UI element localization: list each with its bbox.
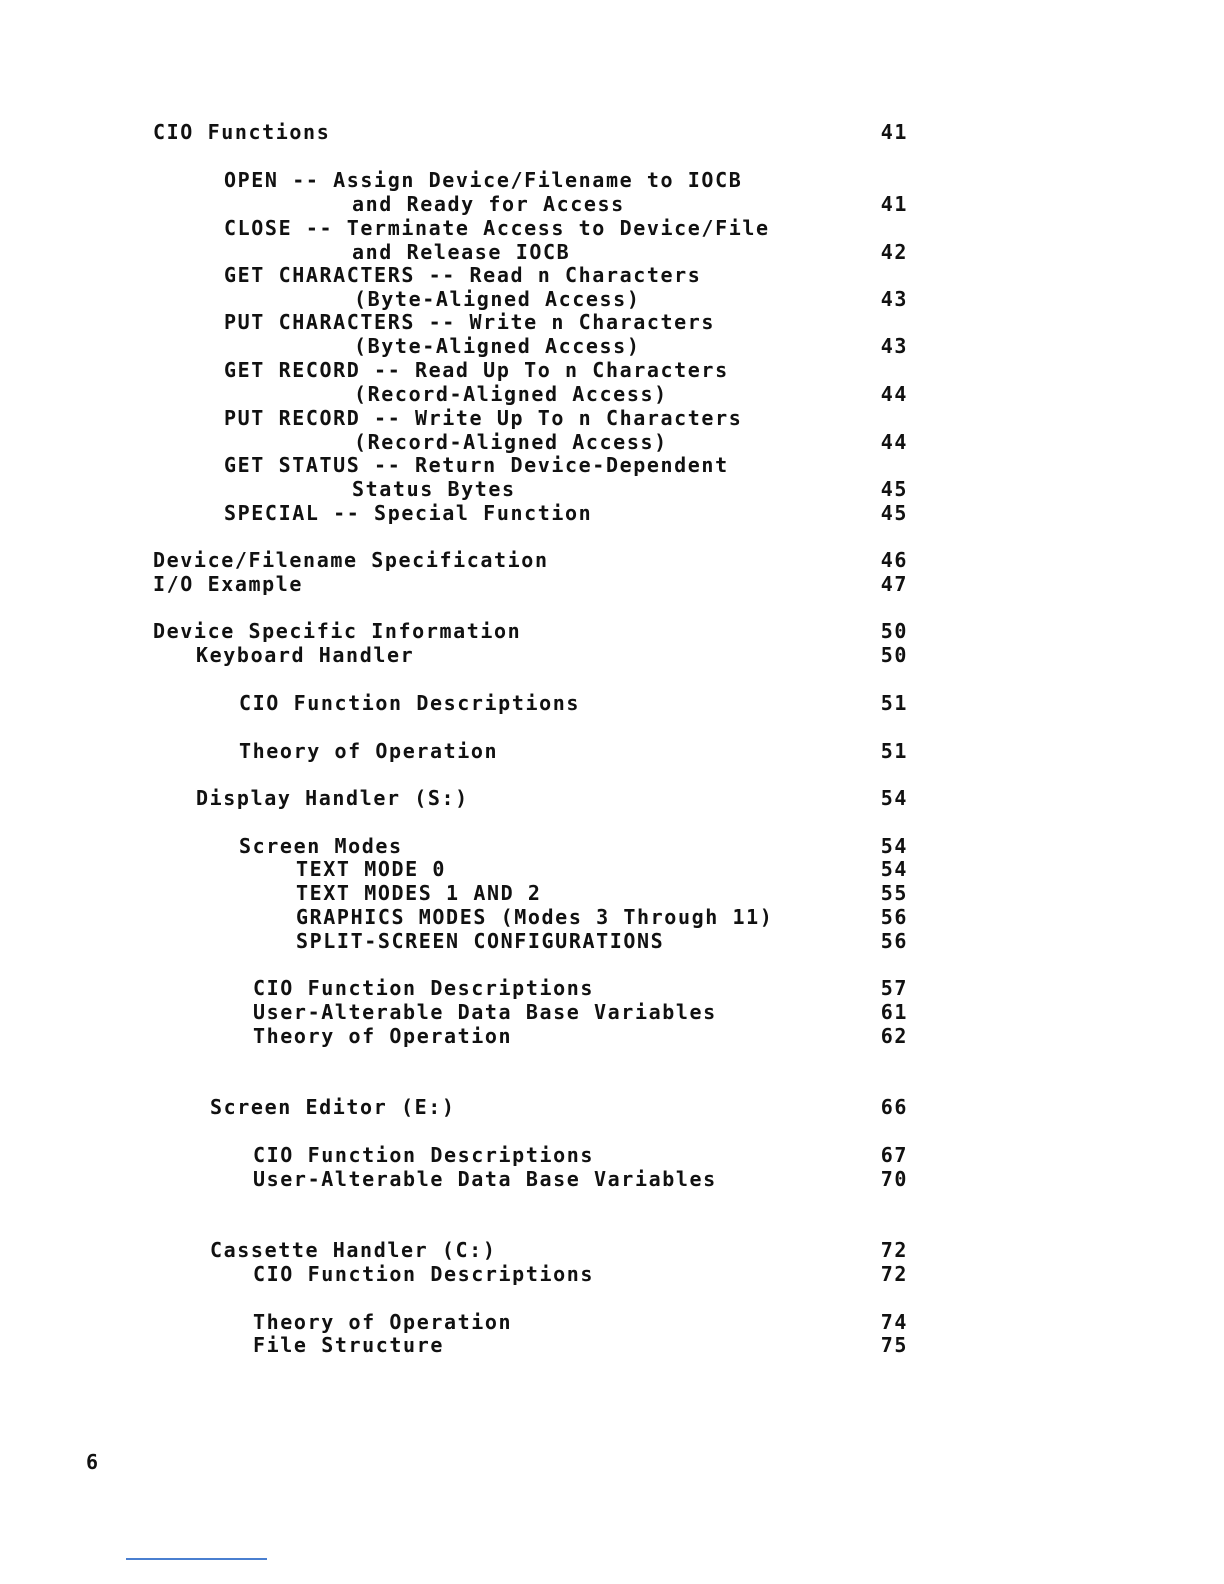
toc-entry-title: TEXT MODES 1 AND 2 (296, 881, 542, 905)
toc-entry (0, 619, 1224, 643)
toc-entry-title: Keyboard Handler (196, 643, 415, 667)
toc-entry-title: Screen Modes (239, 834, 403, 858)
toc-entry (0, 1167, 1224, 1191)
toc-entry-page: 56 (880, 905, 908, 929)
toc-entry (0, 310, 1224, 334)
toc-entry-title: SPLIT-SCREEN CONFIGURATIONS (296, 929, 665, 953)
toc-entry-page: 51 (880, 739, 908, 763)
toc-entry (0, 192, 1224, 216)
toc-entry-title: I/O Example (153, 572, 304, 596)
toc-entry (0, 501, 1224, 525)
toc-entry (0, 643, 1224, 667)
toc-entry-page: 66 (880, 1095, 908, 1119)
toc-entry (0, 881, 1224, 905)
toc-entry-title: (Record-Aligned Access) (354, 430, 668, 454)
footer-rule (126, 1558, 267, 1560)
toc-entry-title: SPECIAL -- Special Function (224, 501, 593, 525)
toc-entry-title: GET STATUS -- Return Device-Dependent (224, 453, 729, 477)
toc-entry-page: 54 (880, 786, 908, 810)
toc-entry-page: 44 (880, 382, 908, 406)
toc-entry-page: 54 (880, 834, 908, 858)
toc-entry (0, 1143, 1224, 1167)
toc-entry-page: 57 (880, 976, 908, 1000)
toc-entry-title: Theory of Operation (253, 1024, 513, 1048)
toc-entry-title: PUT RECORD -- Write Up To n Characters (224, 406, 743, 430)
toc-entry-page: 70 (880, 1167, 908, 1191)
toc-entry (0, 572, 1224, 596)
toc-entry-title: Theory of Operation (239, 739, 499, 763)
toc-entry (0, 168, 1224, 192)
toc-entry (0, 976, 1224, 1000)
toc-entry (0, 739, 1224, 763)
toc-entry-page: 44 (880, 430, 908, 454)
toc-entry-title: Device/Filename Specification (153, 548, 549, 572)
toc-entry (0, 477, 1224, 501)
toc-entry-page: 46 (880, 548, 908, 572)
toc-entry-title: Theory of Operation (253, 1310, 513, 1334)
toc-entry-title: Status Bytes (352, 477, 516, 501)
toc-entry-title: (Byte-Aligned Access) (354, 287, 641, 311)
page-number: 6 (86, 1450, 99, 1474)
toc-entry (0, 929, 1224, 953)
toc-entry-title: Device Specific Information (153, 619, 522, 643)
toc-entry-page: 72 (880, 1238, 908, 1262)
toc-entry (0, 834, 1224, 858)
toc-entry-page: 61 (880, 1000, 908, 1024)
toc-entry (0, 905, 1224, 929)
toc-entry-page: 42 (880, 240, 908, 264)
toc-entry (0, 691, 1224, 715)
toc-entry-page: 50 (880, 643, 908, 667)
toc-entry-title: File Structure (253, 1333, 444, 1357)
toc-entry-title: GET RECORD -- Read Up To n Characters (224, 358, 729, 382)
toc-entry (0, 430, 1224, 454)
toc-entry-title: TEXT MODE 0 (296, 857, 447, 881)
toc-entry-title: (Byte-Aligned Access) (354, 334, 641, 358)
toc-entry-title: Screen Editor (E:) (210, 1095, 456, 1119)
toc-entry (0, 358, 1224, 382)
toc-entry (0, 1095, 1224, 1119)
toc-entry (0, 406, 1224, 430)
toc-entry-title: PUT CHARACTERS -- Write n Characters (224, 310, 716, 334)
toc-entry-page: 56 (880, 929, 908, 953)
toc-entry (0, 1238, 1224, 1262)
toc-entry-page: 75 (880, 1333, 908, 1357)
toc-entry (0, 857, 1224, 881)
toc-entry-page: 62 (880, 1024, 908, 1048)
toc-entry (0, 1000, 1224, 1024)
toc-entry (0, 1310, 1224, 1334)
toc-entry (0, 216, 1224, 240)
toc-entry-page: 55 (880, 881, 908, 905)
toc-entry-page: 43 (880, 287, 908, 311)
toc-entry-title: CLOSE -- Terminate Access to Device/File (224, 216, 770, 240)
toc-entry-page: 45 (880, 477, 908, 501)
toc-entry-page: 54 (880, 857, 908, 881)
toc-entry-title: OPEN -- Assign Device/Filename to IOCB (224, 168, 743, 192)
toc-entry (0, 1262, 1224, 1286)
toc-entry-title: GET CHARACTERS -- Read n Characters (224, 263, 702, 287)
toc-entry-page: 45 (880, 501, 908, 525)
toc-entry (0, 548, 1224, 572)
toc-entry-page: 74 (880, 1310, 908, 1334)
toc-entry-page: 41 (880, 192, 908, 216)
toc-entry-page: 41 (880, 120, 908, 144)
toc-entry (0, 120, 1224, 144)
toc-entry-title: CIO Function Descriptions (253, 1143, 595, 1167)
toc-entry-title: Cassette Handler (C:) (210, 1238, 497, 1262)
toc-entry-page: 47 (880, 572, 908, 596)
toc-entry-title: Display Handler (S:) (196, 786, 469, 810)
toc-entry (0, 334, 1224, 358)
toc-entry (0, 240, 1224, 264)
toc-entry-page: 51 (880, 691, 908, 715)
toc-entry-title: and Ready for Access (352, 192, 625, 216)
toc-entry-title: CIO Functions (153, 120, 331, 144)
toc-entry-title: CIO Function Descriptions (253, 1262, 595, 1286)
toc-entry-page: 67 (880, 1143, 908, 1167)
toc-entry (0, 382, 1224, 406)
toc-entry-page: 72 (880, 1262, 908, 1286)
toc-entry-title: (Record-Aligned Access) (354, 382, 668, 406)
toc-entry (0, 1333, 1224, 1357)
toc-entry-title: User-Alterable Data Base Variables (253, 1167, 717, 1191)
toc-entry-title: CIO Function Descriptions (253, 976, 595, 1000)
toc-entry-title: CIO Function Descriptions (239, 691, 581, 715)
toc-entry (0, 263, 1224, 287)
toc-entry (0, 786, 1224, 810)
toc-entry (0, 287, 1224, 311)
toc-entry-page: 43 (880, 334, 908, 358)
toc-entry (0, 1024, 1224, 1048)
toc-entry-title: GRAPHICS MODES (Modes 3 Through 11) (296, 905, 774, 929)
toc-entry-title: User-Alterable Data Base Variables (253, 1000, 717, 1024)
toc-entry-title: and Release IOCB (352, 240, 571, 264)
toc-entry (0, 453, 1224, 477)
toc-entry-page: 50 (880, 619, 908, 643)
